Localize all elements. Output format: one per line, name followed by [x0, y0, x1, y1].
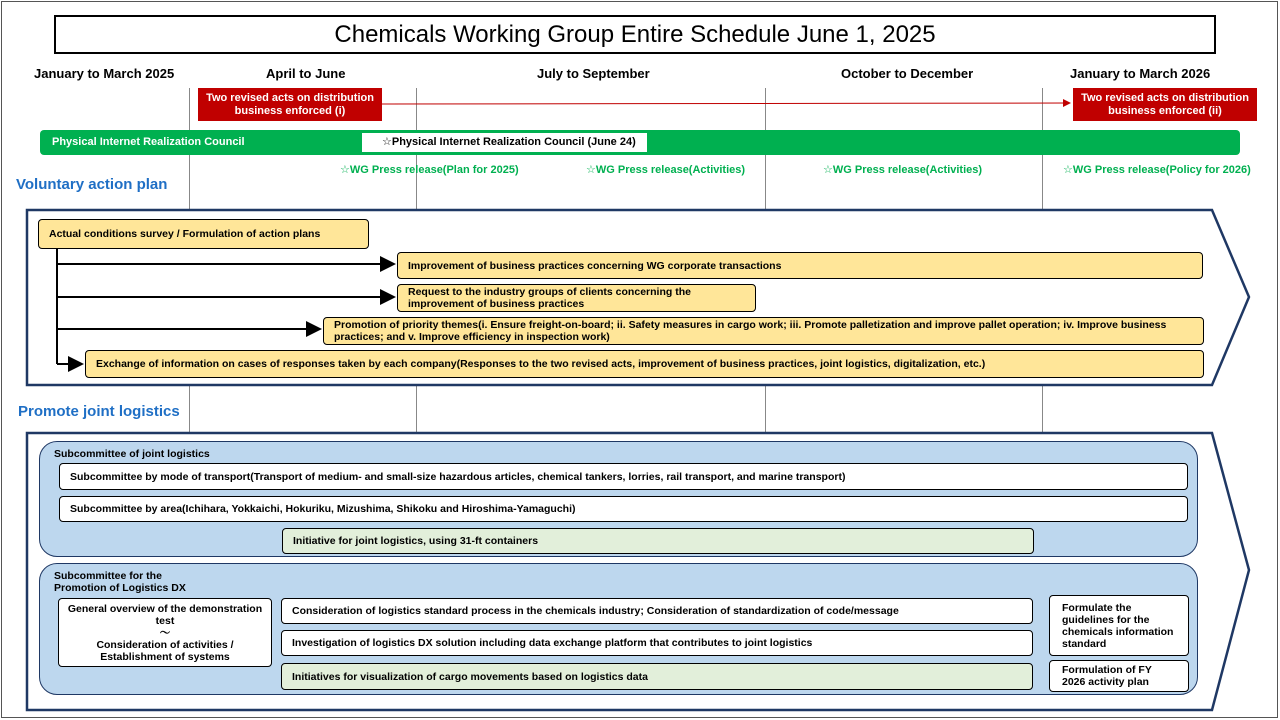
milestone-act-ii: Two revised acts on distribution business enforced (ii)	[1073, 88, 1257, 121]
press-release-plan-2025: ☆WG Press release(Plan for 2025)	[340, 164, 519, 176]
task-exchange-information: Exchange of information on cases of responses taken by each company(Responses to the two revised acts, improvement of business practices, joint logistics, digitalization, etc.)	[85, 350, 1204, 378]
page-title: Chemicals Working Group Entire Schedule June 1, 2025	[54, 15, 1216, 54]
press-release-policy-2026: ☆WG Press release(Policy for 2026)	[1063, 164, 1251, 176]
milestone-act-i: Two revised acts on distribution business enforced (i)	[198, 88, 382, 121]
task-subcommittee-by-mode: Subcommittee by mode of transport(Transport of medium- and small-size hazardous articles, chemical tankers, lorries, rail transport, and marine transport)	[59, 463, 1188, 490]
quarter-header-q4: October to December	[841, 66, 974, 81]
task-dx-solution: Investigation of logistics DX solution including data exchange platform that contributes to joint logistics	[281, 630, 1033, 656]
task-subcommittee-by-area: Subcommittee by area(Ichihara, Yokkaichi, Hokuriku, Mizushima, Shikoku and Hiroshima-Yamaguchi)	[59, 496, 1188, 522]
task-priority-themes: Promotion of priority themes(i. Ensure freight-on-board; ii. Safety measures in cargo work; iii. Promote palletization and improve pallet operation; iv. Improve business practices; and v. Improve efficiency in inspection work)	[323, 317, 1204, 345]
overview-top-text: General overview of the demonstration test	[67, 602, 263, 627]
task-31ft-containers: Initiative for joint logistics, using 31-ft containers	[282, 528, 1034, 554]
panel-title-logistics-dx: Subcommittee for the Promotion of Logistics DX	[54, 570, 186, 594]
quarter-header-q1-2025: January to March 2025	[34, 66, 175, 81]
quarter-header-q1-2026: January to March 2026	[1070, 66, 1211, 81]
task-standard-process: Consideration of logistics standard process in the chemicals industry; Consideration of standardization of code/message	[281, 598, 1033, 624]
task-cargo-visualization: Initiatives for visualization of cargo movements based on logistics data	[281, 663, 1033, 690]
section-title-voluntary: Voluntary action plan	[16, 176, 168, 193]
overview-bottom-text: Consideration of activities / Establishment of systems	[96, 638, 234, 663]
task-improve-business-practices: Improvement of business practices concerning WG corporate transactions	[397, 252, 1203, 279]
quarter-header-q3: July to September	[537, 66, 650, 81]
task-guidelines: Formulate the guidelines for the chemicals information standard	[1049, 595, 1189, 656]
panel-title-joint-logistics: Subcommittee of joint logistics	[54, 448, 210, 460]
council-label: Physical Internet Realization Council	[52, 136, 245, 148]
act-timeline-arrow	[382, 103, 1070, 104]
task-request-industry-groups: Request to the industry groups of clients concerning the improvement of business practices	[397, 284, 756, 312]
council-event: ☆Physical Internet Realization Council (June 24)	[362, 133, 647, 152]
section-title-joint-logistics: Promote joint logistics	[18, 403, 180, 420]
press-release-activities-q3: ☆WG Press release(Activities)	[586, 164, 746, 176]
task-demonstration-overview	[58, 598, 272, 667]
task-fy2026-plan: Formulation of FY 2026 activity plan	[1049, 660, 1189, 692]
press-release-activities-q4: ☆WG Press release(Activities)	[823, 164, 983, 176]
quarter-header-q2: April to June	[266, 66, 346, 81]
task-survey-action-plans: Actual conditions survey / Formulation of action plans	[38, 219, 369, 249]
overview-separator: ～	[159, 626, 171, 639]
